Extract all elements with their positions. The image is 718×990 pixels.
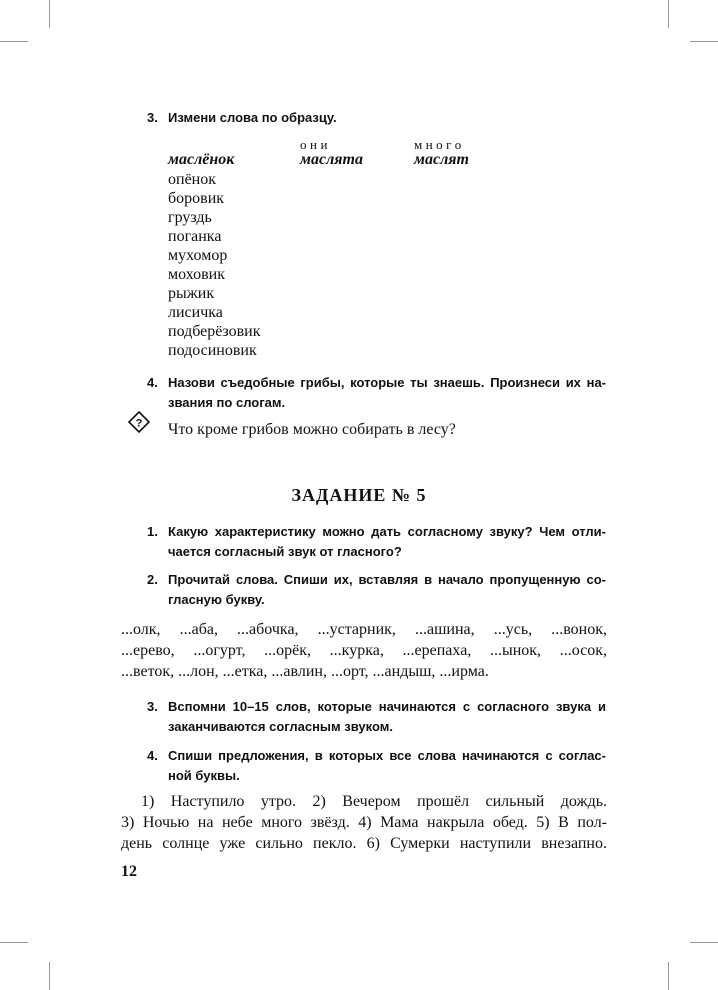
task4-number: 4. [147,375,158,390]
s3-text-line1: Вспомни 10–15 слов, которые начинаются с согласного звука и [168,699,606,714]
question-text: Что кроме грибов можно собирать в лесу? [168,421,456,438]
s4-text-line1: Спиши предложения, в которых все слова начинаются с соглас- [168,748,606,763]
list-item: лисичка [168,304,223,321]
s1-text-line2: чается согласный звук от гласного? [168,544,402,559]
crop-mark-top-right [690,41,718,42]
list-item: рыжик [168,285,215,302]
s2-number: 2. [147,572,158,587]
s3-number: 3. [147,699,158,714]
s2-words-line3: ...веток, ...лон, ...етка, ...авлин, ...орт, ...андыш, ...ирма. [121,663,489,680]
s4-sentences-line2: 3) Ночью на небе много звёзд. 4) Мама накрыла обед. 5) В пол- [121,814,607,831]
crop-mark-bottom-right [690,942,718,943]
s4-sentences-line1: 1) Наступило утро. 2) Вечером прошёл сильный дождь. [141,793,607,810]
s1-text-line1: Какую характеристику можно дать согласному звуку? Чем отли- [168,524,606,539]
column-header-mnogo: много [414,137,465,152]
crop-mark-bottom-left-vertical [49,962,50,990]
list-item: подосиновик [168,342,257,359]
list-item: груздь [168,209,212,226]
column-header-oni: они [300,137,331,152]
example-oni: маслята [300,151,363,168]
question-icon [128,411,150,433]
crop-mark-bottom-left [0,942,28,943]
list-item: опёнок [168,171,216,188]
crop-mark-top-left-vertical [49,0,50,28]
s2-words-line1: ...олк, ...аба, ...абочка, ...устарник, ...ашина, ...усь, ...вонок, [121,621,607,638]
list-item: подберёзовик [168,323,261,340]
task3-number: 3. [147,110,158,125]
example-mnogo: маслят [414,151,469,168]
mushroom-word-list [168,170,368,360]
section-title: ЗАДАНИЕ № 5 [291,485,427,505]
crop-mark-bottom-right-vertical [668,962,669,990]
example-word: маслёнок [168,151,235,168]
list-item: боровик [168,190,225,207]
list-item: поганка [168,228,222,245]
s4-number: 4. [147,748,158,763]
s1-number: 1. [147,524,158,539]
list-item: мухомор [168,247,228,264]
task4-text-line1: Назови съедобные грибы, которые ты знаешь. Произнеси их на- [168,375,606,390]
question-icon-glyph: ? [135,417,143,430]
s2-words-line2: ...ерево, ...огурт, ...орёк, ...курка, ...ерепаха, ...ынок, ...осок, [121,642,607,659]
list-item: моховик [168,266,226,283]
s4-text-line2: ной буквы. [168,768,240,783]
crop-mark-top-right-vertical [668,0,669,28]
task4-text-line2: звания по слогам. [168,395,286,410]
task3-instruction: Измени слова по образцу. [168,110,337,125]
s3-text-line2: заканчиваются согласным звуком. [168,719,393,734]
s2-text-line2: гласную букву. [168,592,265,607]
crop-mark-top-left [0,41,28,42]
s2-text-line1: Прочитай слова. Спиши их, вставляя в начало пропущенную со- [168,572,606,587]
s4-sentences-line3: день солнце уже сильно пекло. 6) Сумерки наступили внезапно. [121,835,607,852]
page-number: 12 [121,863,137,880]
